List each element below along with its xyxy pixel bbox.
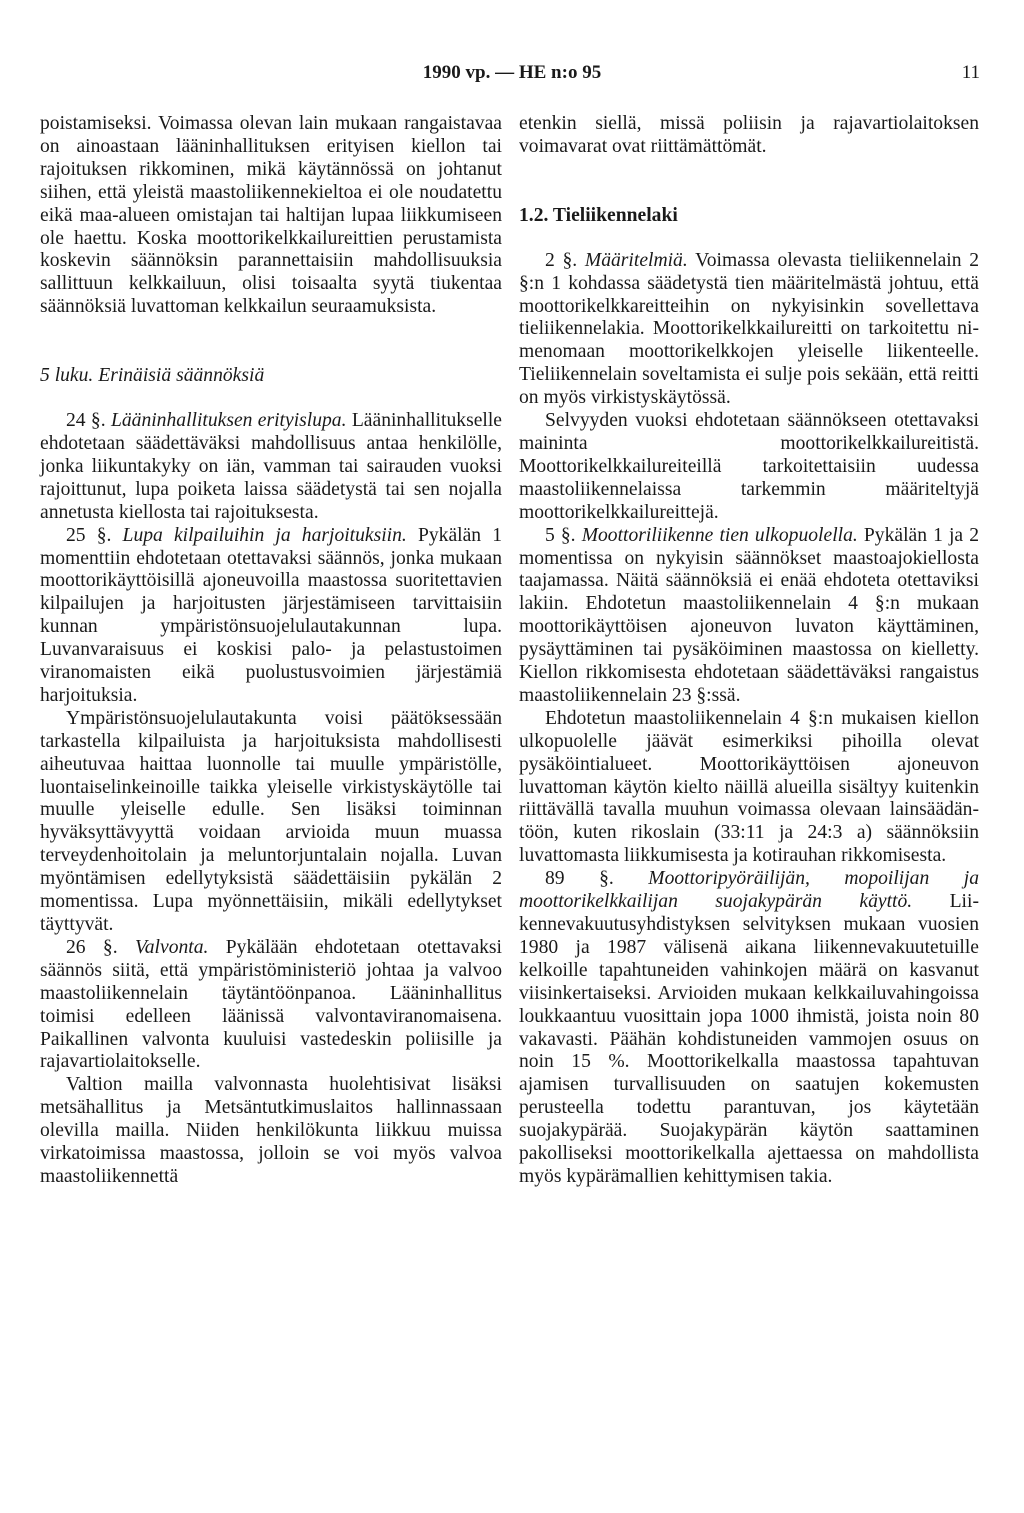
section-26-text: Pykälään ehdotetaan otettavaksi säännös siitä, että ympäristöministeriö johtaa ja valvoo maastoliikennelain täytäntöönpanoa. Lääninhallitus toimisi edelleen läänissä valvontaviranomaisena. Paikallinen valvonta kuuluisi vastedeskin poliisille ja rajavartiolaitokselle. xyxy=(40,936,503,1073)
section-2-title: Määritelmiä. xyxy=(584,249,688,271)
chapter-heading: 5 luku. Erinäisiä säännöksiä xyxy=(40,365,265,387)
section-5-paragraph xyxy=(519,525,979,708)
section-25-title: Lupa kilpailuihin ja harjoituksiin. xyxy=(122,524,407,546)
running-title: 1990 vp. — HE n:o 95 xyxy=(422,62,602,83)
paragraph-parking: Ehdotetun maastoliikennelain 4 §:n mukaisen kiellon ulkopuolelle jäävät esimerkiksi pihoilla olevat pysäköintialueet. Moottorikäyttöisen ajoneuvon luvattoman käytön kielto näillä alueilla sisältyy kuitenkin riittävällä tavalla muuhun voimassa olevaan lainsäädäntöön, kuten rikoslain (33:11 ja 24:3 a) säännöksiin luvattomasta liikkumisesta ja kotirauhan rikkomisesta. xyxy=(519,707,979,867)
section-89-text: Liikennevakuutusyhdistyksen selvityksen mukaan vuosien 1980 ja 1987 välisenä aikana liikennevakuutetuille kelkoille tapahtuneiden vahinkojen määrä on kasvanut viisinkertaiseksi. Arvioiden mukaan kelkkailuvahingoissa loukkaantuu vuosittain jopa 1000 ihmistä, joista noin 80 vakavasti. Päähän kohdistuneiden vammojen osuus on noin 15 %. Moottorikelkalla maastossa tapahtuvan ajamisen turvallisuuden on saatujen kokemusten perusteella todettu parantuvan, jos käytetään suojakypärää. Suojakypärän käytön saattaminen pakolliseksi moottorikelkalla ajettaessa on mahdollista myös kypärämallien kehittymisen takia. xyxy=(519,891,979,1187)
section-5-title: Moottoriliikenne tien ulkopuolella. xyxy=(581,524,858,546)
left-column xyxy=(40,113,502,1189)
page-number: 11 xyxy=(961,62,980,83)
right-column xyxy=(519,113,979,1189)
section-5-number: 5 §. xyxy=(545,524,576,546)
section-26-title: Valvonta. xyxy=(134,936,209,958)
section-24-title: Lääninhallituksen erityislupa. xyxy=(110,410,347,432)
section-2-number: 2 §. xyxy=(545,249,578,271)
section-5-text: Pykälän 1 ja 2 momentissa on nykyisin säännökset maastoajokiellosta taajamassa. Näitä säännöksiä ei enää ehdoteta otettaviksi lakiin. Ehdotetun maastoliikennelain 4 §:n mukaan moottorikäyttöisen ajoneuvon luvaton käyttäminen, pysäyttäminen tai pysäköiminen maastossa on kielletty. Kiellon rikkomisesta ehdotetaan säädettäväksi rangaistus maastoliikennelain 23 §:ssä. xyxy=(519,524,979,706)
section-25-number: 25 §. xyxy=(66,524,112,546)
section-heading: 1.2. Tieliikennelaki xyxy=(519,204,678,226)
section-24-paragraph xyxy=(40,410,502,525)
section-2-paragraph xyxy=(519,250,979,410)
section-89-paragraph xyxy=(519,868,979,1189)
paragraph-environment-board: Ympäristönsuojelulautakunta voisi päätöksessään tarkastella kilpailuista ja harjoituksista mahdollisesti aiheutuvaa haittaa luonnolle tai muulle ympäristölle, luontaiselinkeinoille taikka yleiselle virkistyskäytölle tai muulle yleiselle edulle. Sen lisäksi toiminnan hyväksyttävyyttä voidaan arvioida muun muassa terveydenhoitolain ja meluntorjuntalain nojalla. Luvan myöntämisen edellytyksistä säädettäisiin pykälän 2 momentissa. Lupa myönnettäisiin, mikäli edellytykset täyttyvät. xyxy=(40,707,502,935)
section-25-paragraph xyxy=(40,525,502,708)
section-25-text: Pykälän 1 momenttiin ehdotetaan otettavaksi säännös, jonka mukaan moottorikäyttöisillä ajoneuvoilla maastossa suoritettavien kilpailujen ja harjoitusten järjestämiseen tarvittaisiin kunnan ympäristönsuojelulautakunnan lupa. Luvanvaraisuus ei koskisi palo- ja pelastustoimen viranomaisten eikä puolustusvoimien järjestämiä harjoituksia. xyxy=(40,524,502,706)
running-header xyxy=(0,62,1024,92)
section-2-text: Voimassa olevasta tieliikennelain 2 §:n 1 kohdassa säädetystä tien määritelmästä johtuu, että moottorikelkkareitteihin on nykyisinkin sovellettava tieliikennelakia. Moottorikelkkailureitti on tarkoitettu nimenomaan moottorikelkkojen yleiselle liikenteelle. Tieliikennelain soveltamista ei sulje pois sekään, että reitti on myös virkistyskäytössä. xyxy=(519,249,979,409)
paragraph-definition: Selvyyden vuoksi ehdotetaan säännökseen otettavaksi maininta moottorikelkkailureitistä. Moottorikelkkailureiteillä tarkoitettaisiin uudessa maastoliikennelaissa tarkemmin määriteltyjä moottorikelkkailureittejä. xyxy=(519,410,979,523)
paragraph-continuation: poistamiseksi. Voimassa olevan lain mukaan rangaistavaa on ainoastaan lääninhallituksen erityisen kiellon tai rajoituksen rikkominen, mikä käytännössä on johtanut siihen, että yleistä maastoliikennekieltoa ei ole noudatettu eikä maa-alueen omistajan tai haltijan lupaa liikkumiseen ole haettu. Koska moottorikelkkailureittien perustamista koskevin säännöksin parannettaisiin mahdollisuuksia sallittuun kelkkailuun, olisi toisaalta syytä tiukentaa säännöksiä luvattoman kelkkailun seuraamuksista. xyxy=(40,113,502,318)
paragraph-state-lands: Valtion mailla valvonnasta huolehtisivat lisäksi metsähallitus ja Metsäntutkimuslaitos hallinnassaan olevilla mailla. Niiden henkilökunta liikkuu muissa virkatoimissa maastossa, jolloin se voi myös valvoa maastoliikennettä xyxy=(40,1074,502,1187)
section-24-number: 24 §. xyxy=(66,410,106,432)
section-26-number: 26 §. xyxy=(66,936,118,958)
section-89-title: Moottoripyöräilijän, mopoilijan ja moottorikelkkailijan suojakypärän käyttö. xyxy=(519,868,979,913)
section-89-number: 89 §. xyxy=(545,868,614,890)
section-26-paragraph xyxy=(40,937,502,1074)
section-24-text: Lääninhallitukselle ehdotetaan säädettäväksi mahdollisuus antaa henkilölle, jonka liikuntakyky on iän, vamman tai sairauden vuoksi rajoittunut, lupa poiketa laissa säädetystä tai sen nojalla annetusta kiellosta tai rajoituksesta. xyxy=(40,410,502,523)
paragraph-continuation-right: etenkin siellä, missä poliisin ja rajavartiolaitoksen voimavarat ovat riittämättömät. xyxy=(519,113,979,157)
